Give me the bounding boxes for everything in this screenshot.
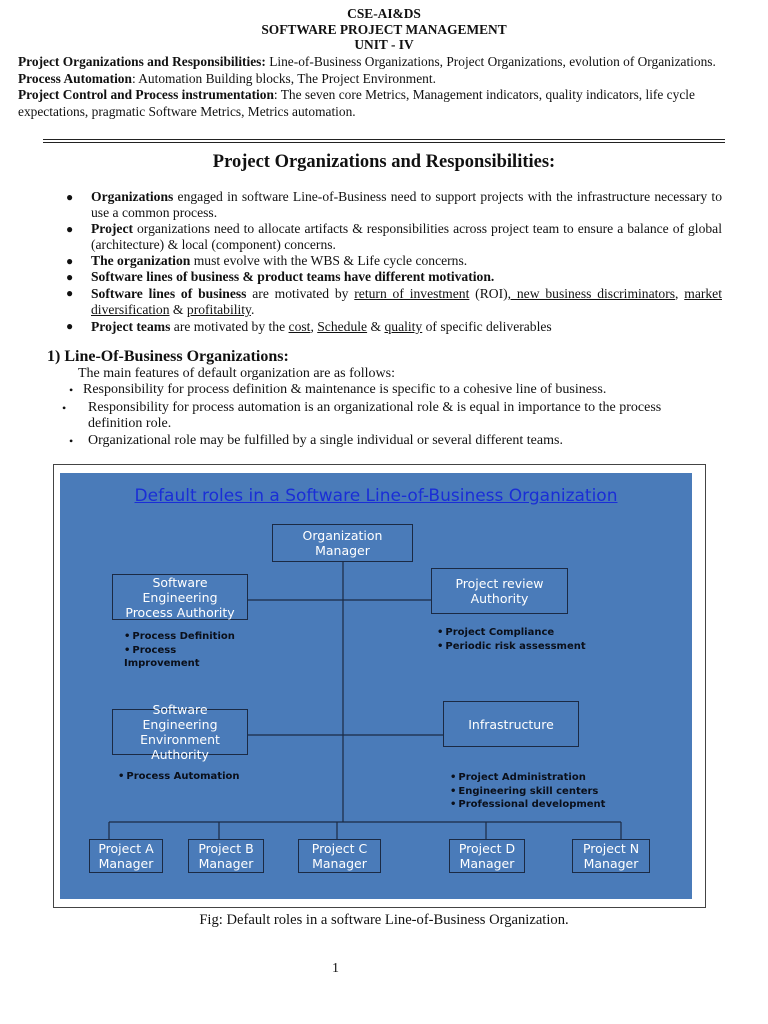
box-label: Environment Authority xyxy=(140,732,220,762)
item-text: . xyxy=(250,302,255,317)
org-manager-box xyxy=(272,524,413,562)
note-item: • Project Compliance xyxy=(437,626,586,640)
bullet-icon: ● xyxy=(66,254,74,268)
note-item: Improvement xyxy=(124,658,200,669)
syllabus-line xyxy=(18,54,753,71)
item-text: engaged in software Line-of-Business need to support projects with the infrastructure necessary to use a common process. xyxy=(91,189,722,220)
item-text: Organizational role may be fulfilled by a single individual or several different teams. xyxy=(88,433,563,448)
course-code: CSE-AI&DS xyxy=(347,6,421,21)
bold-term: Organizations xyxy=(91,189,174,204)
subsection-intro: The main features of default organization are as follows: xyxy=(78,366,395,381)
bullet-icon: ● xyxy=(66,222,74,236)
course-title: SOFTWARE PROJECT MANAGEMENT xyxy=(261,21,507,37)
list-item xyxy=(66,318,722,335)
figure-frame xyxy=(53,464,706,908)
project-manager-box xyxy=(572,839,650,873)
project-manager-box xyxy=(188,839,264,873)
underlined-term: cost xyxy=(288,319,311,334)
project-review-notes xyxy=(437,626,586,653)
project-manager-box xyxy=(298,839,381,873)
bullet-icon: ● xyxy=(66,270,74,284)
box-label: Software Engineering xyxy=(142,702,218,732)
bullet-icon: • xyxy=(69,383,74,397)
box-label: Authority xyxy=(470,591,529,606)
bold-term: Project xyxy=(91,221,134,236)
box-label: Organization xyxy=(302,528,383,543)
box-label: Project C xyxy=(311,841,368,856)
section-title: Project Organizations and Responsibilities: xyxy=(212,152,556,172)
item-text: organizations need to allocate artifacts & responsibilities across project team to ensure a balance of global (architecture) & local (component) concerns. xyxy=(91,221,722,252)
item-text: of specific deliverables xyxy=(422,319,552,334)
box-label: Manager xyxy=(583,856,639,871)
list-item xyxy=(66,189,722,221)
note-item: • Process Automation xyxy=(118,770,240,784)
item-text: , xyxy=(310,319,318,334)
item-text: are motivated by the xyxy=(170,319,289,334)
infrastructure-box xyxy=(443,701,579,747)
process-authority-notes xyxy=(124,630,235,671)
process-authority-box xyxy=(112,574,248,620)
note-item: • Project Administration xyxy=(450,771,605,785)
item-text: are motivated by xyxy=(246,286,355,301)
syllabus-line xyxy=(18,87,753,120)
underlined-term: quality xyxy=(384,319,423,334)
underlined-term: , new business discriminators xyxy=(507,286,676,301)
bold-term: Project teams xyxy=(91,319,171,334)
divider-line xyxy=(43,142,725,143)
bold-term: Software lines of business xyxy=(91,286,247,301)
bold-term: The organization xyxy=(91,253,191,268)
infrastructure-notes xyxy=(450,771,605,812)
item-text: & xyxy=(367,319,385,334)
box-label: Infrastructure xyxy=(468,716,554,732)
subsection-title: 1) Line-Of-Business Organizations: xyxy=(47,348,289,365)
item-text: , xyxy=(675,286,685,301)
note-item: • Periodic risk assessment xyxy=(437,640,586,654)
box-label: Project review xyxy=(455,576,544,591)
underlined-term: Schedule xyxy=(317,319,368,334)
syllabus-subtopics: : The seven core Metrics, Management indicators, quality indicators, life cycle expectations, pragmatic Software Metrics, Metrics automation. xyxy=(18,87,695,119)
box-label: Software Engineering xyxy=(142,574,218,605)
syllabus-topic: Project Control and Process instrumentation xyxy=(18,87,274,102)
project-manager-box xyxy=(449,839,525,873)
list-item xyxy=(66,253,722,269)
project-manager-box xyxy=(89,839,163,873)
underlined-term: market diversification xyxy=(91,286,722,317)
bullet-icon: • xyxy=(62,401,67,415)
item-text: must evolve with the WBS & Life cycle concerns. xyxy=(190,253,468,268)
item-text: (ROI) xyxy=(469,286,508,301)
environment-authority-box xyxy=(112,702,248,762)
note-item: • Process xyxy=(124,644,235,658)
environment-authority-notes xyxy=(118,770,240,784)
item-text: Responsibility for process automation is an organizational role & is equal in importance to the process definition role. xyxy=(88,400,662,431)
list-item xyxy=(66,285,722,318)
item-text: Responsibility for process definition & maintenance is specific to a cohesive line of business. xyxy=(83,382,607,397)
box-label: Manager xyxy=(315,543,370,558)
box-label: Manager xyxy=(98,856,154,871)
features-list xyxy=(60,382,720,449)
syllabus-topic: Process Automation xyxy=(18,70,132,86)
box-label: Process Authority xyxy=(125,604,235,620)
page-number: 1 xyxy=(332,961,339,976)
list-item xyxy=(60,400,720,432)
note-item: • Engineering skill centers xyxy=(450,785,605,799)
bullet-icon: • xyxy=(69,434,74,448)
bullet-icon: ● xyxy=(66,286,74,300)
note-item: • Process Definition xyxy=(124,630,235,644)
diagram-title: Default roles in a Software Line-of-Business Organization xyxy=(134,486,618,506)
box-label: Manager xyxy=(312,856,367,871)
bold-term: Software lines of business & product teams have different motivation. xyxy=(91,269,495,284)
box-label: Project D xyxy=(458,841,516,856)
figure-caption: Fig: Default roles in a software Line-of-Business Organization. xyxy=(199,912,569,928)
box-label: Project A xyxy=(98,841,154,856)
unit-label: UNIT - IV xyxy=(354,37,414,52)
box-label: Manager xyxy=(459,856,515,871)
responsibilities-list xyxy=(66,189,722,335)
list-item xyxy=(66,269,722,285)
box-label: Project B xyxy=(198,841,254,856)
list-item xyxy=(66,221,722,253)
syllabus-line xyxy=(18,71,753,88)
bullet-icon: ● xyxy=(66,319,74,333)
document-header xyxy=(0,6,768,53)
underlined-term: return of investment xyxy=(354,286,470,301)
bullet-icon: ● xyxy=(66,190,74,204)
list-item xyxy=(60,433,720,449)
box-label: Manager xyxy=(198,856,254,871)
divider-line xyxy=(43,139,725,140)
list-item xyxy=(60,382,720,398)
underlined-term: profitability xyxy=(186,302,251,317)
org-chart-diagram xyxy=(60,473,692,899)
syllabus-subtopics: : Automation Building blocks, The Project Environment. xyxy=(131,70,436,86)
project-review-authority-box xyxy=(431,568,568,614)
syllabus-topic: Project Organizations and Responsibilities: xyxy=(18,54,266,69)
syllabus-subtopics: Line-of-Business Organizations, Project Organizations, evolution of Organizations. xyxy=(265,54,716,69)
box-label: Project N xyxy=(582,841,640,856)
unit-syllabus xyxy=(18,54,753,120)
note-item: • Professional development xyxy=(450,798,605,812)
item-text: & xyxy=(169,302,187,317)
